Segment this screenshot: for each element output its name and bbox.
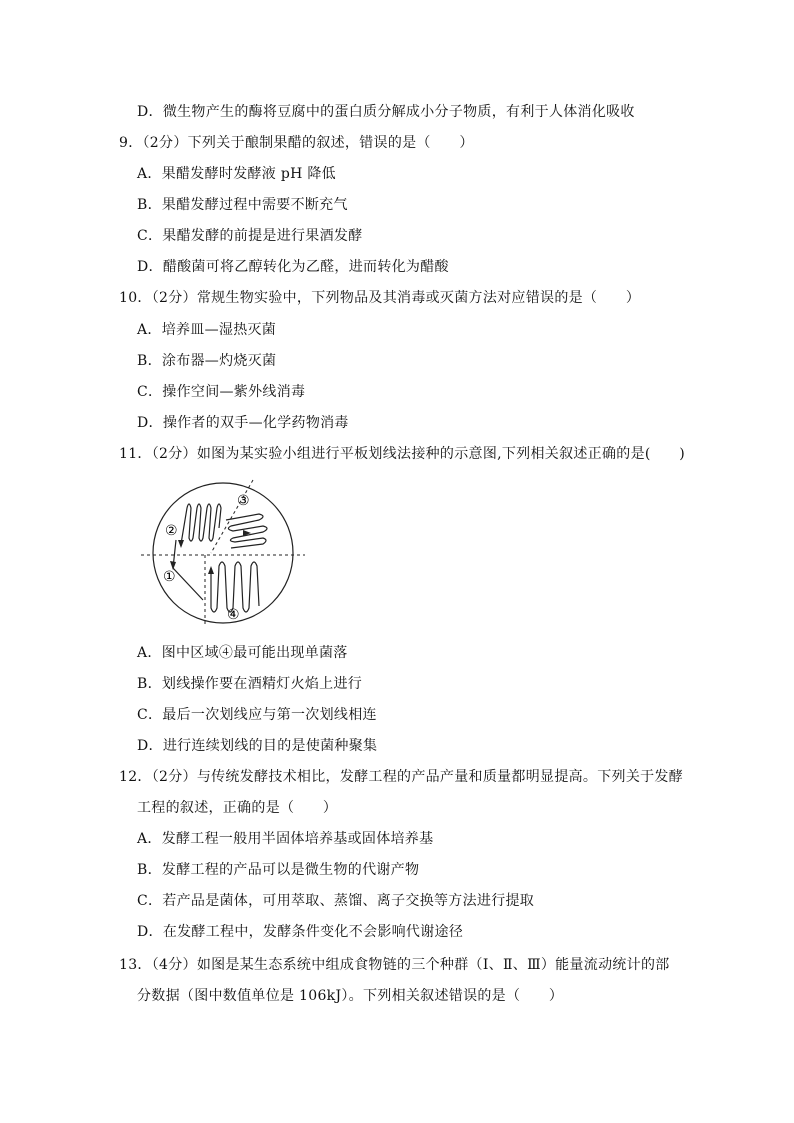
streak-plate-diagram — [141, 478, 305, 628]
q13-stem-line2: 分数据（图中数值单位是 106kJ）。下列相关叙述错误的是（ ） — [137, 988, 564, 1004]
q10-option-a: A．培养皿—湿热灭菌 — [137, 322, 277, 338]
q9-option-d: D．醋酸菌可将乙醇转化为乙醛，进而转化为醋酸 — [137, 259, 449, 275]
streak-region-1 — [173, 540, 203, 600]
q9-option-a: A．果醋发酵时发酵液 pH 降低 — [137, 166, 336, 182]
label-region-4: ④ — [227, 607, 240, 623]
q11-option-d: D．进行连续划线的目的是使菌种聚集 — [137, 738, 378, 754]
q12-option-b: B．发酵工程的产品可以是微生物的代谢产物 — [137, 862, 420, 878]
q10-option-d: D．操作者的双手—化学药物消毒 — [137, 415, 349, 431]
q10-option-c: C．操作空间—紫外线消毒 — [137, 384, 306, 400]
streak-region-2 — [181, 504, 221, 544]
q12-option-c: C．若产品是菌体，可用萃取、蒸馏、离子交换等方法进行提取 — [137, 893, 535, 909]
label-region-3: ③ — [237, 493, 250, 509]
label-region-2: ② — [165, 523, 178, 539]
q11-stem: 11．（2分）如图为某实验小组进行平板划线法接种的示意图,下列相关叙述正确的是( ) — [119, 446, 685, 462]
arrow-head-2 — [178, 540, 184, 548]
q12-option-a: A．发酵工程一般用半固体培养基或固体培养基 — [137, 831, 434, 847]
q11-option-b: B．划线操作要在酒精灯火焰上进行 — [137, 676, 363, 692]
q9-stem: 9．（2分）下列关于酿制果醋的叙述，错误的是（ ） — [119, 135, 474, 151]
q9-option-c: C．果醋发酵的前提是进行果酒发酵 — [137, 228, 363, 244]
q8-option-d: D．微生物产生的酶将豆腐中的蛋白质分解成小分子物质，有利于人体消化吸收 — [137, 104, 635, 120]
streak-plate-svg — [141, 478, 305, 628]
q10-option-b: B．涂布器—灼烧灭菌 — [137, 353, 277, 369]
streak-region-4 — [211, 562, 259, 612]
petri-dish-outline — [153, 483, 293, 623]
label-region-1: ① — [163, 569, 176, 585]
q13-stem-line1: 13．（4分）如图是某生态系统中组成食物链的三个种群（Ⅰ、Ⅱ、Ⅲ）能量流动统计的部 — [119, 957, 670, 973]
arrow-head-4 — [208, 566, 214, 574]
q11-option-c: C．最后一次划线应与第一次划线相连 — [137, 707, 377, 723]
q12-option-d: D．在发酵工程中，发酵条件变化不会影响代谢途径 — [137, 924, 464, 940]
q12-stem-line2: 工程的叙述，正确的是（ ） — [137, 800, 338, 816]
q10-stem: 10．（2分）常规生物实验中，下列物品及其消毒或灭菌方法对应错误的是（ ） — [119, 290, 641, 306]
q12-stem-line1: 12．（2分）与传统发酵技术相比，发酵工程的产品产量和质量都明显提高。下列关于发酵 — [119, 769, 684, 785]
q9-option-b: B．果醋发酵过程中需要不断充气 — [137, 197, 348, 213]
q11-option-a: A．图中区域④最可能出现单菌落 — [137, 645, 348, 661]
streak-region-3 — [226, 514, 267, 548]
